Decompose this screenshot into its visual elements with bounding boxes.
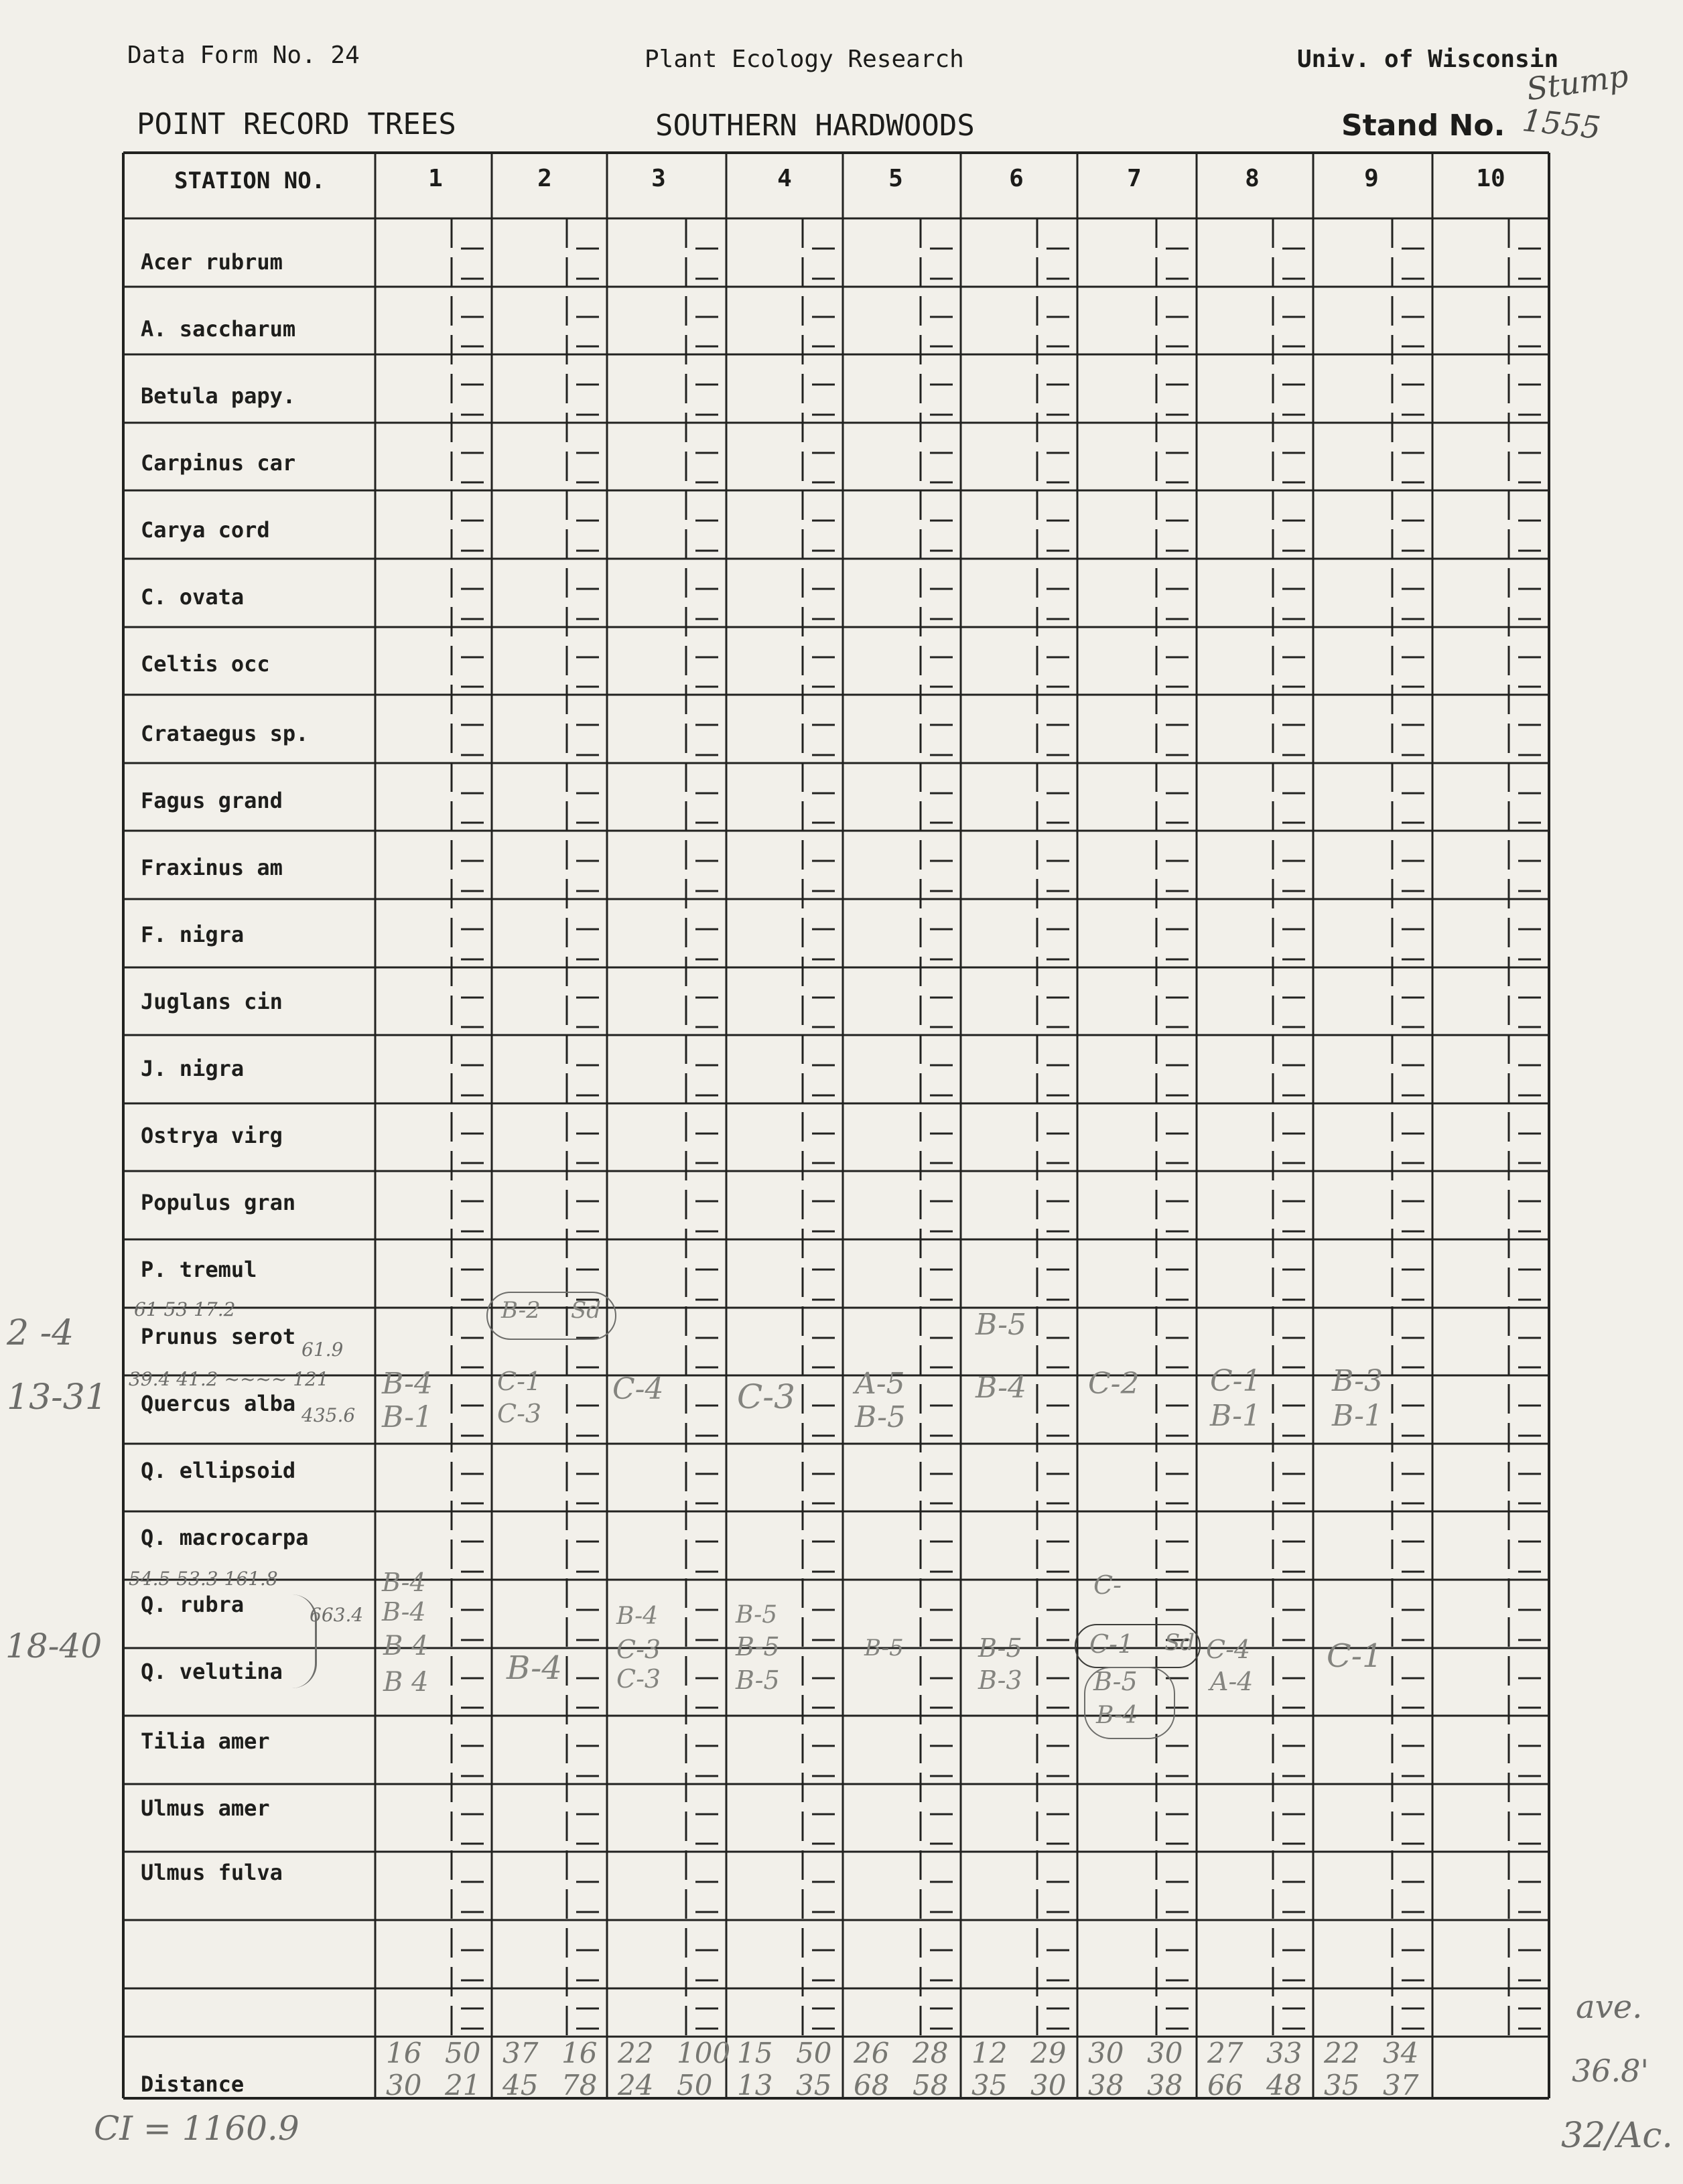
rubra-s4-entry: B-5 — [736, 1601, 778, 1629]
station-number-header: STATION NO. — [174, 167, 326, 194]
alba-s9-entry-2: B-1 — [1332, 1399, 1384, 1433]
prunus-basal-values: 61 53 17.2 — [134, 1298, 236, 1320]
stand-number-label: Stand No. — [1341, 109, 1505, 143]
distance-bottom-right-s5: 58 — [913, 2069, 949, 2102]
distance-label: Distance — [141, 2071, 245, 2097]
station-header-1: 1 — [428, 165, 443, 192]
distance-bottom-right-s8: 48 — [1266, 2069, 1302, 2102]
average-label: ave. — [1576, 1988, 1643, 2026]
distance-top-right-s1: 50 — [445, 2037, 481, 2069]
distance-bottom-left-s5: 68 — [854, 2069, 890, 2102]
distance-top-left-s1: 16 — [386, 2037, 422, 2069]
species-carya-cord: Carya cord — [141, 517, 270, 543]
species-populus-gran: Populus gran — [141, 1190, 296, 1215]
velutina-s1-entry-2: B 4 — [383, 1667, 429, 1698]
velutina-s5-entry: B-5 — [864, 1635, 904, 1661]
distance-top-right-s4: 50 — [796, 2037, 832, 2069]
distance-bottom-left-s3: 24 — [618, 2069, 654, 2102]
species-juglans-cin: Juglans cin — [141, 989, 283, 1014]
species-q-macrocarpa: Q. macrocarpa — [141, 1525, 309, 1550]
species-fraxinus-am: Fraxinus am — [141, 855, 283, 880]
species-fagus-grand: Fagus grand — [141, 788, 283, 813]
tilia-s7-entry: B-4 — [1096, 1702, 1138, 1729]
velutina-s4-entry: B-5 — [736, 1632, 780, 1661]
species-f-nigra: F. nigra — [141, 922, 245, 947]
station-header-2: 2 — [537, 165, 552, 192]
form-number: Data Form No. 24 — [127, 42, 360, 69]
distance-bottom-left-s6: 35 — [971, 2069, 1008, 2102]
velutina-s9-entry: C-1 — [1327, 1637, 1383, 1675]
rubra-s7-entry: C- — [1093, 1570, 1122, 1600]
species-ulmus-amer: Ulmus amer — [141, 1795, 270, 1821]
distance-top-right-s3: 100 — [677, 2037, 731, 2069]
distance-top-left-s5: 26 — [854, 2037, 890, 2069]
distance-bottom-left-s4: 13 — [737, 2069, 773, 2102]
distance-bottom-right-s3: 50 — [677, 2069, 713, 2102]
distance-top-left-s7: 30 — [1088, 2037, 1124, 2069]
stand-handwritten-note: Stump — [1524, 57, 1631, 108]
station-header-9: 9 — [1364, 165, 1379, 192]
density-per-acre: 32/Ac. — [1561, 2116, 1673, 2156]
quercus-alba-basal-values: 39.4 41.2 ~~~~ 121 — [129, 1368, 329, 1390]
distance-bottom-left-s7: 38 — [1088, 2069, 1124, 2102]
alba-s1-entry-2: B-1 — [382, 1400, 433, 1434]
rubra-s3-entry: B-4 — [616, 1602, 659, 1630]
species-tilia-amer: Tilia amer — [141, 1728, 270, 1754]
station-header-4: 4 — [777, 165, 792, 192]
alba-s5-entry-2: B-5 — [855, 1400, 906, 1434]
rubra-velutina-bracket — [292, 1594, 317, 1688]
species-q-ellipsoid: Q. ellipsoid — [141, 1458, 296, 1483]
station-header-6: 6 — [1009, 165, 1024, 192]
distance-bottom-right-s7: 38 — [1147, 2069, 1183, 2102]
velutina-s4-entry-2: B-5 — [736, 1665, 780, 1695]
species-prunus-serot: Prunus serot — [141, 1324, 296, 1349]
prunus-basal-total: 61.9 — [301, 1339, 344, 1361]
alba-s6-entry: B-4 — [975, 1371, 1027, 1405]
rubra-s1-entry-2: B-4 — [382, 1597, 426, 1627]
species-crataegus-sp: Crataegus sp. — [141, 721, 309, 746]
velutina-s8-entry-2: A-4 — [1210, 1667, 1254, 1696]
distance-top-right-s8: 33 — [1266, 2037, 1302, 2069]
velutina-s6-entry: B-5 — [978, 1633, 1022, 1663]
species-acer-rubrum: Acer rubrum — [141, 249, 283, 275]
margin-note-velutina-range: 18-40 — [5, 1627, 103, 1665]
alba-s5-entry: A-5 — [855, 1367, 905, 1401]
distance-bottom-left-s2: 45 — [502, 2069, 539, 2102]
distance-bottom-right-s6: 30 — [1030, 2069, 1067, 2102]
stand-handwritten-number: 1555 — [1520, 102, 1603, 146]
species-ulmus-fulva: Ulmus fulva — [141, 1860, 283, 1885]
q-rubra-basal-total: 663.4 — [310, 1604, 364, 1626]
alba-s8-entry: C-1 — [1210, 1364, 1262, 1398]
velutina-s3-entry-2: C-3 — [616, 1664, 661, 1694]
velutina-s7-entry: C-1 — [1089, 1629, 1134, 1659]
species-quercus-alba: Quercus alba — [141, 1391, 296, 1416]
species-ostrya-virg: Ostrya virg — [141, 1123, 283, 1148]
station-header-5: 5 — [888, 165, 903, 192]
velutina-s3-entry: C-3 — [616, 1635, 661, 1664]
distance-bottom-left-s9: 35 — [1324, 2069, 1360, 2102]
alba-s1-entry: B-4 — [382, 1367, 433, 1401]
species-a-saccharum: A. saccharum — [141, 316, 296, 342]
species-q-rubra: Q. rubra — [141, 1592, 245, 1617]
prunus-s2-sd: Sd — [571, 1297, 602, 1324]
species-j-nigra: J. nigra — [141, 1056, 245, 1081]
distance-bottom-right-s4: 35 — [796, 2069, 832, 2102]
form-subtitle: SOUTHERN HARDWOODS — [655, 109, 975, 143]
distance-bottom-right-s1: 21 — [445, 2069, 481, 2102]
distance-top-right-s5: 28 — [913, 2037, 949, 2069]
distance-top-right-s6: 29 — [1030, 2037, 1067, 2069]
station-header-3: 3 — [651, 165, 666, 192]
species-carpinus-car: Carpinus car — [141, 450, 296, 476]
distance-top-right-s9: 34 — [1383, 2037, 1419, 2069]
alba-s4-entry: C-3 — [737, 1377, 795, 1416]
margin-note-alba-range: 13-31 — [7, 1377, 107, 1418]
alba-s3-entry: C-4 — [612, 1372, 664, 1406]
species-c-ovata: C. ovata — [141, 584, 245, 610]
station-header-7: 7 — [1127, 165, 1142, 192]
distance-bottom-left-s1: 30 — [386, 2069, 422, 2102]
species-betula-papy: Betula papy. — [141, 383, 296, 409]
average-distance-value: 36.8' — [1572, 2053, 1650, 2089]
distance-bottom-right-s9: 37 — [1383, 2069, 1419, 2102]
velutina-s2-entry: B-4 — [507, 1649, 562, 1687]
species-q-velutina: Q. velutina — [141, 1659, 283, 1684]
distance-top-right-s7: 30 — [1147, 2037, 1183, 2069]
velutina-s1-entry: B 4 — [383, 1631, 429, 1661]
rubra-s1-entry: B-4 — [382, 1568, 426, 1597]
distance-top-left-s3: 22 — [618, 2037, 654, 2069]
distance-bottom-left-s8: 66 — [1207, 2069, 1243, 2102]
alba-s2-entry: C-1 — [497, 1367, 542, 1396]
alba-s9-entry: B-3 — [1332, 1364, 1384, 1398]
prunus-s2-entry: B-2 — [501, 1297, 541, 1324]
velutina-s7-sd: Sd — [1164, 1629, 1195, 1656]
distance-bottom-right-s2: 78 — [561, 2069, 598, 2102]
alba-s2-entry-2: C-3 — [497, 1399, 542, 1428]
quercus-alba-basal-total: 435.6 — [301, 1404, 356, 1426]
alba-s7-entry: C-2 — [1088, 1367, 1140, 1401]
distance-top-left-s9: 22 — [1324, 2037, 1360, 2069]
distance-top-left-s6: 12 — [971, 2037, 1008, 2069]
velutina-s7-entry-2: B-5 — [1093, 1667, 1138, 1696]
prunus-s6-entry: B-5 — [975, 1308, 1027, 1342]
species-celtis-occ: Celtis occ — [141, 651, 270, 677]
station-header-10: 10 — [1476, 165, 1505, 192]
q-rubra-basal-values: 54.5 53.3 161.8 — [129, 1568, 278, 1590]
species-p-tremul: P. tremul — [141, 1257, 257, 1282]
station-header-8: 8 — [1245, 165, 1260, 192]
velutina-s8-entry: C-4 — [1206, 1635, 1251, 1664]
distance-top-left-s8: 27 — [1207, 2037, 1243, 2069]
university-heading: Univ. of Wisconsin — [1297, 46, 1559, 73]
margin-note-prunus-range: 2 -4 — [7, 1313, 74, 1353]
distance-top-left-s2: 37 — [502, 2037, 539, 2069]
velutina-s6-entry-2: B-3 — [978, 1665, 1022, 1695]
ci-total-note: CI = 1160.9 — [94, 2109, 299, 2148]
research-heading: Plant Ecology Research — [645, 46, 964, 73]
form-title: POINT RECORD TREES — [137, 107, 456, 141]
alba-s8-entry-2: B-1 — [1210, 1399, 1262, 1433]
distance-top-right-s2: 16 — [561, 2037, 598, 2069]
distance-top-left-s4: 15 — [737, 2037, 773, 2069]
